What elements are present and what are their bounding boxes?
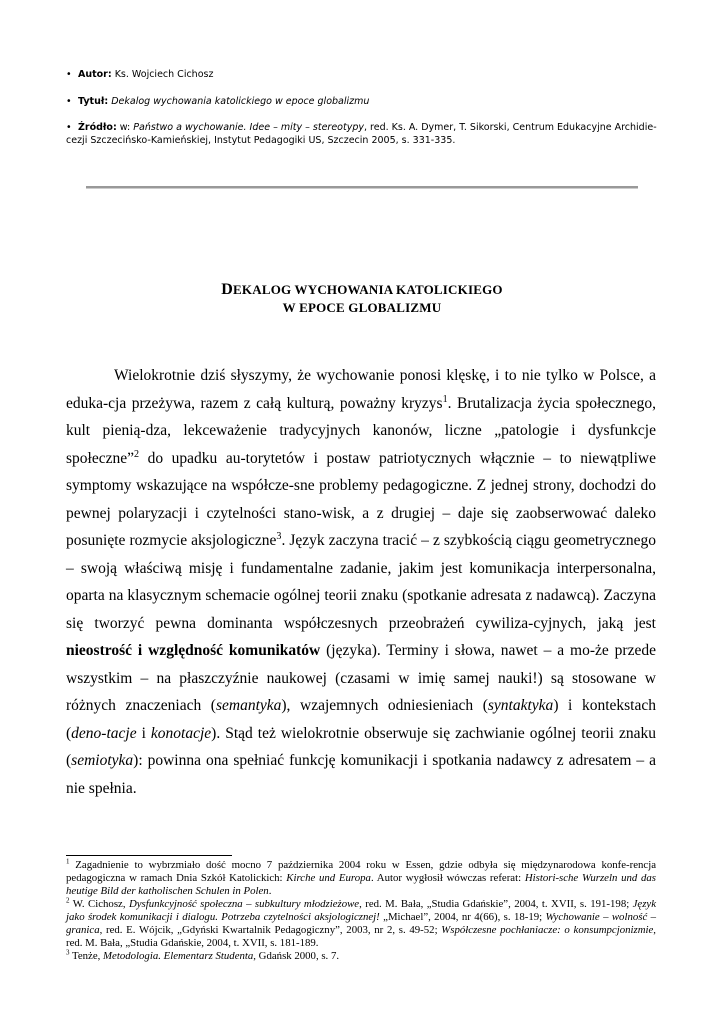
meta-source	[66, 121, 666, 147]
footnote-3: $^3$ Tenże, Metodologia. Elementarz Studenta, Gdańsk 2000, s. 7.	[66, 948, 340, 962]
source-prefix: w:	[119, 122, 131, 133]
footnote-separator	[66, 855, 232, 856]
footnote-ref: 3	[276, 530, 282, 542]
meta-author	[66, 68, 213, 81]
emphasis-bold: nieostrość i względność komunikatów	[66, 642, 321, 659]
author-label: Autor:	[78, 69, 112, 80]
meta-title	[66, 95, 369, 108]
source-details: , red. Ks. A. Dymer, T. Sikorski, Centrum Edukacyjne Archidie-cezji Szczecińsko-Kamieńskiej, Instytut Pedagogiki US, Szczecin 2005, s. 331-335.	[66, 122, 657, 146]
body-paragraph: Wielokrotnie dziś słyszymy, że wychowanie ponosi klęskę, i to nie tylko w Polsce, a eduka-cja przeżywa, razem z całą kulturą, poważny kryzys$^1$. Brutalizacja życia społecznego, kult pienią-dza, lekceważenie tradycyjnych kanonów, liczne „patologie i dysfunkcje społeczne”$^2$ do upadku au-torytetów i postaw patriotycznych włącznie – to niewątpliwe symptomy wskazujące na współcze-sne problemy pedagogiczne. Z jednej strony, dochodzi do pewnej polaryzacji i czytelności stano-wisk, a z drugiej – daje się zaobserwować daleko posunięte rozmycie aksjologiczne$^3$. Język zaczyna tracić – z szybkością ciągu geometrycznego – swoją właściwą misję i fundamentalne zadanie, jakim jest komunikacja interpersonalna, oparta na klasycznym schemacie ogólnej teorii znaku (spotkanie adresata z nadawcą). Zaczyna się tworzyć pewna dominanta współczesnych przeobrażeń cywiliza-cyjnych, jaką jest nieostrość i względność komunikatów (języka). Terminy i słowa, nawet – a mo-że przede wszystkim – na płaszczyźnie naukowej (czasami w imię samej nauki!) są stosowane w różnych znaczeniach (semantyka), wzajemnych odniesieniach (syntaktyka) i kontekstach (deno-tacje i konotacje). Stąd też wielokrotnie obserwuje się zachwianie ogólnej teorii znaku (semiotyka): powinna ona spełniać funkcję komunikacji i spotkania nadawcy z adresatem – a nie spełnia.	[66, 367, 656, 797]
source-label: Źródło:	[78, 122, 117, 133]
title-value: Dekalog wychowania katolickiego w epoce globalizmu	[111, 96, 370, 107]
footnote-2: $^2$ W. Cichosz, Dysfunkcyjność społeczna – subkultury młodzieżowe, red. M. Bała, „Studia Gdańskie”, 2004, t. XVII, s. 191-198; Język jako środek komunikacji i dialogu. Potrzeba czytelności aksjologicznej! „Michael”, 2004, nr 4(66), s. 18-19; Wychowanie – wolność – granica, red. E. Wójcik, „Gdyński Kwartalnik Pedagogiczny”, 2003, nr 2, s. 49-52; Współczesne pochłaniacze: o konsumpcjonizmie, red. M. Bała, „Studia Gdańskie, 2004, t. XVII, s. 181-189.	[66, 896, 657, 949]
title-initial: D	[221, 281, 234, 298]
footnote-1: $^1$ Zagadnienie to wybrzmiało dość mocno 7 października 2004 roku w Essen, gdzie odbyła się międzynarodowa konfe-rencja pedagogiczna w ramach Dnia Szkół Katolickich: Kirche und Europa. Autor wygłosił wówczas referat: Histori-sche Wurzeln und das heutige Bild der katholischen Schulen in Polen.	[66, 857, 657, 897]
footnote-ref: 2	[134, 448, 140, 460]
article-title-line1	[0, 281, 724, 299]
horizontal-divider	[86, 186, 638, 189]
footnotes	[66, 859, 656, 963]
article-body	[66, 362, 656, 802]
title-label: Tytuł:	[78, 96, 109, 107]
bullet-icon: •	[66, 122, 72, 133]
footnote-ref: 1	[442, 393, 448, 405]
title-rest: EKALOG WYCHOWANIA KATOLICKIEGO	[233, 282, 503, 297]
article-title-line2: W EPOCE GLOBALIZMU	[282, 300, 442, 315]
author-value: Ks. Wojciech Cichosz	[114, 69, 214, 80]
bullet-icon: •	[66, 69, 72, 80]
source-book-title: Państwo a wychowanie. Idee – mity – stereotypy	[133, 122, 364, 133]
bullet-icon: •	[66, 96, 72, 107]
